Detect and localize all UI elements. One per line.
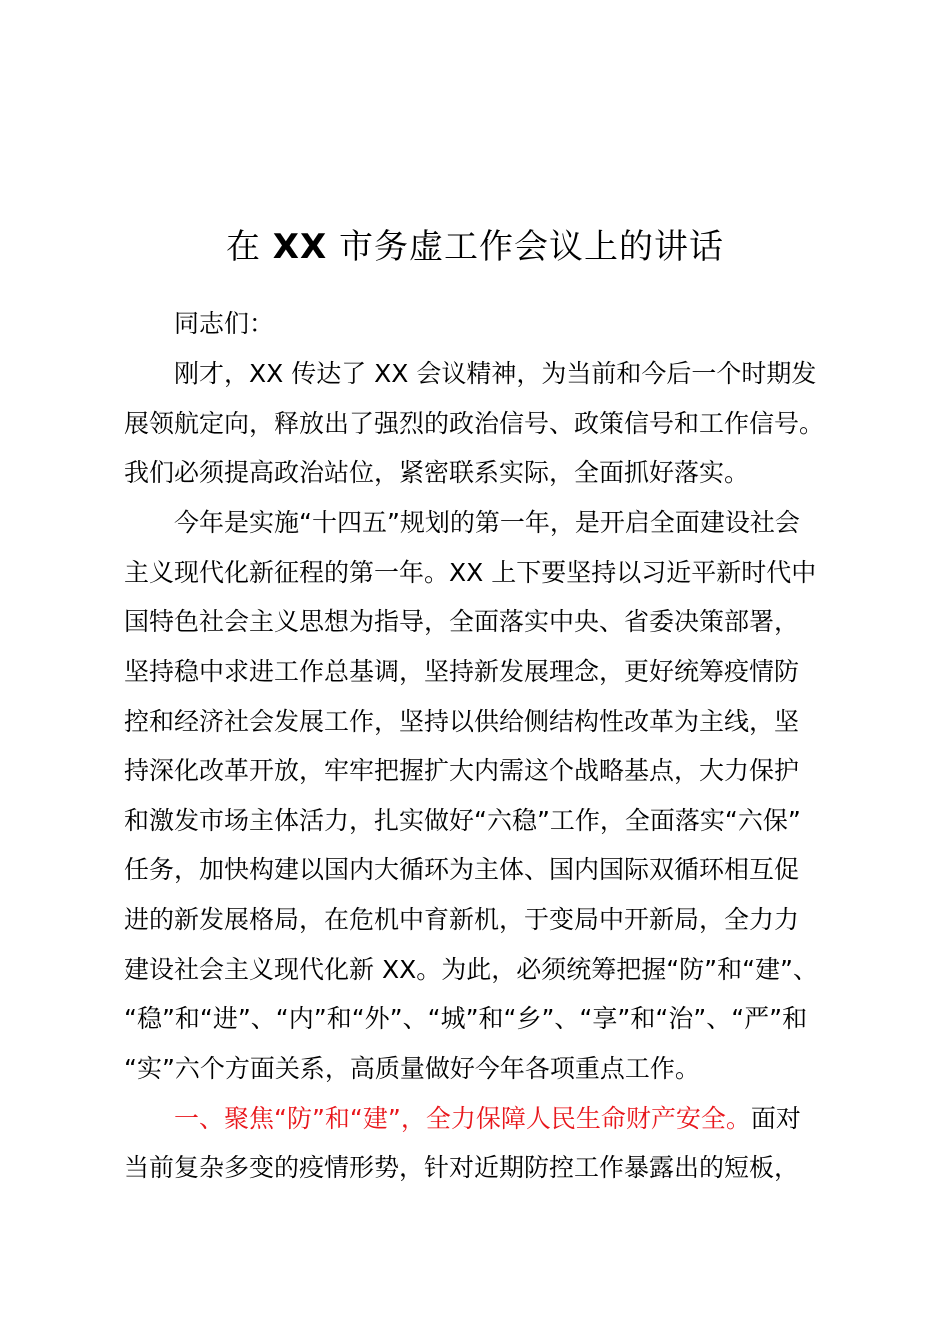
paragraph-line: “实”六个方面关系，高质量做好今年各项重点工作。: [124, 1054, 700, 1083]
paragraph-line: 国特色社会主义思想为指导，全面落实中央、省委决策部署，: [124, 607, 800, 636]
paragraph-line: 控和经济社会发展工作，坚持以供给侧结构性改革为主线，坚: [124, 707, 800, 736]
heading-indent: [124, 1104, 174, 1133]
paragraph-line: 展领航定向，释放出了强烈的政治信号、政策信号和工作信号。: [124, 409, 825, 438]
paragraph-line: 持深化改革开放，牢牢把握扩大内需这个战略基点，大力保护: [124, 756, 800, 785]
title-prefix: 在: [225, 227, 273, 267]
paragraph-line: 主义现代化新征程的第一年。XX 上下要坚持以习近平新时代中: [124, 558, 817, 587]
paragraph-line: 任务，加快构建以国内大循环为主体、国内国际双循环相互促: [124, 855, 800, 884]
heading-continuation: 面对: [750, 1104, 801, 1133]
paragraph-line: 我们必须提高政治站位，紧密联系实际，全面抓好落实。: [124, 458, 750, 487]
section-heading: 一、聚焦“防”和“建”，全力保障人民生命财产安全。: [174, 1104, 751, 1133]
paragraph-line: “稳”和“进”、“内”和“外”、“城”和“乡”、“享”和“治”、“严”和: [124, 1004, 808, 1033]
paragraph-line: 和激发市场主体活力，扎实做好“六稳”工作，全面落实“六保”: [124, 806, 801, 835]
title-placeholder: XX: [272, 227, 328, 267]
section-heading-line: [124, 1101, 844, 1137]
paragraph-line: 坚持稳中求进工作总基调，坚持新发展理念，更好统筹疫情防: [124, 657, 800, 686]
page-title: [0, 222, 950, 272]
paragraph-line: 建设社会主义现代化新 XX。为此，必须统筹把握“防”和“建”、: [124, 955, 819, 984]
paragraph-line: 今年是实施“十四五”规划的第一年，是开启全面建设社会: [124, 508, 800, 537]
salutation: 同志们：: [124, 309, 275, 338]
paragraph-line: 当前复杂多变的疫情形势，针对近期防控工作暴露出的短板，: [124, 1153, 800, 1182]
title-suffix: 市务虚工作会议上的讲话: [327, 227, 725, 267]
paragraph-line: 进的新发展格局，在危机中育新机，于变局中开新局，全力力: [124, 905, 800, 934]
paragraph-line: 刚才，XX 传达了 XX 会议精神，为当前和今后一个时期发: [124, 359, 817, 388]
